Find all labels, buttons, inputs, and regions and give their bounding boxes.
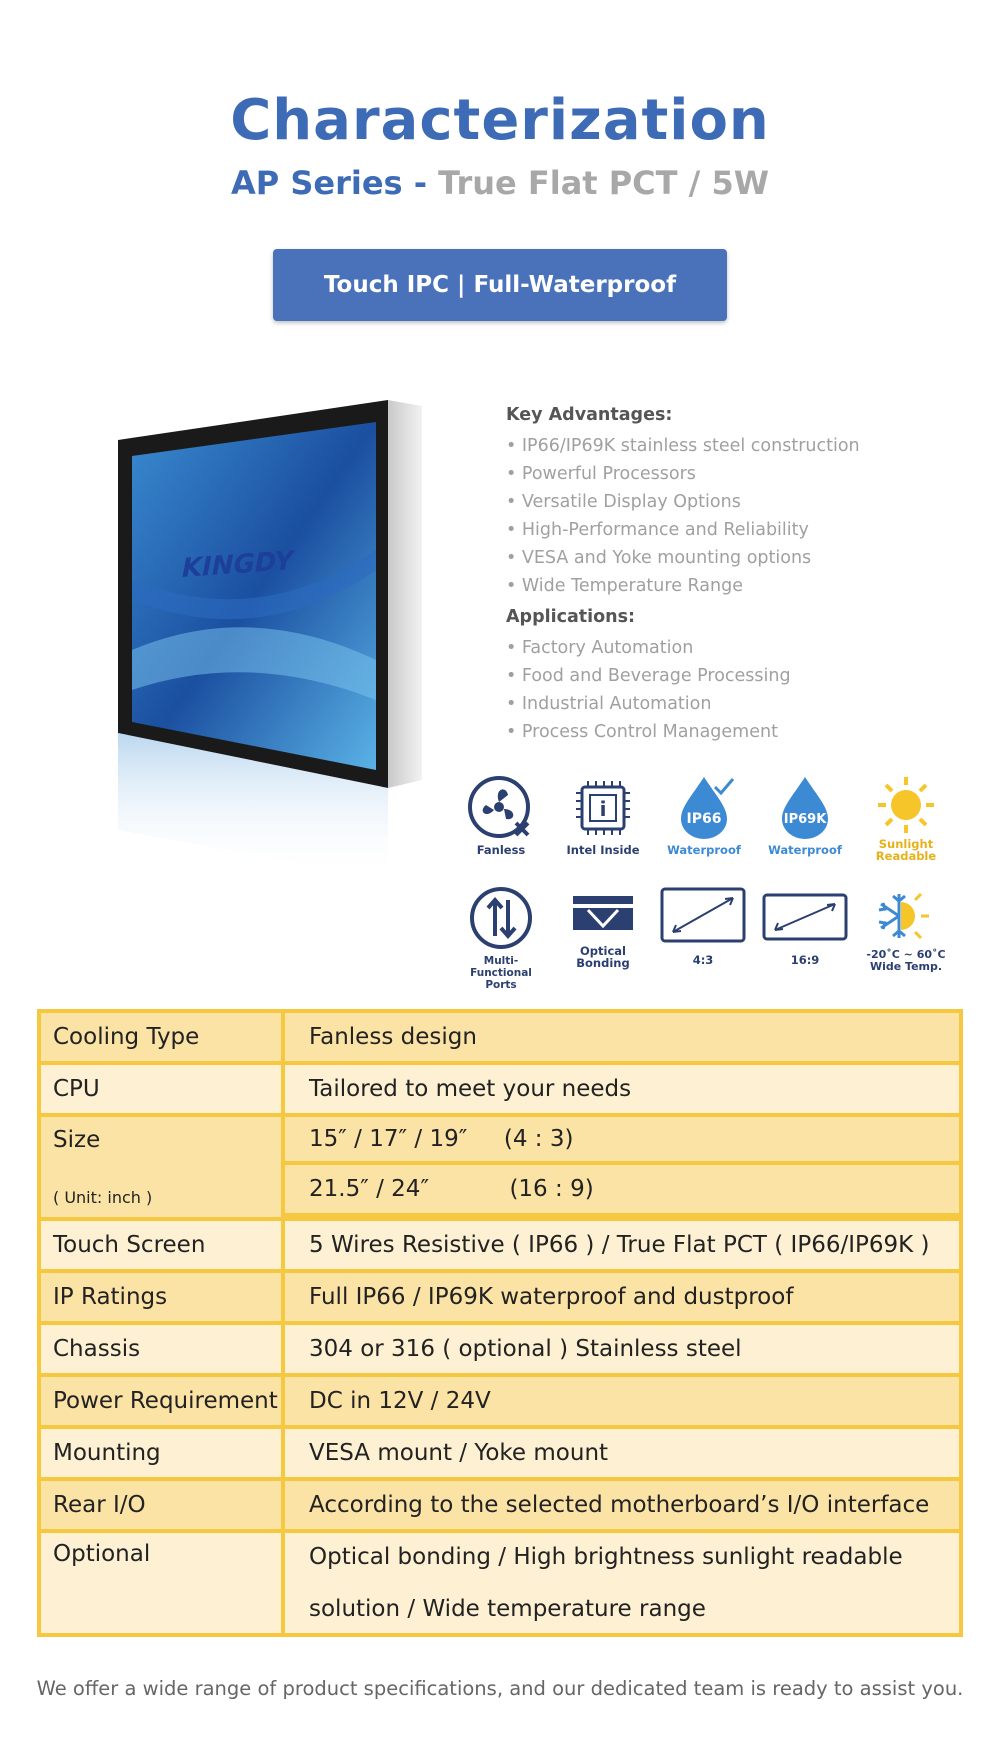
spec-value — [285, 1533, 959, 1633]
feature-optical: Optical Bonding — [555, 886, 651, 969]
advantages-block — [506, 404, 946, 746]
spec-label: Chassis — [41, 1325, 285, 1377]
spec-value: According to the selected motherboard’s I/O interface — [285, 1481, 959, 1533]
aspect-ratio-icon — [659, 886, 747, 944]
list-item: • Process Control Management — [506, 722, 778, 742]
spec-label: Power Requirement — [41, 1377, 285, 1429]
spec-value: DC in 12V / 24V — [285, 1377, 959, 1429]
list-item: • High-Performance and Reliability — [506, 520, 809, 540]
ip66-badge-text: IP66 — [686, 811, 722, 827]
subtitle-model: True Flat PCT / 5W — [438, 164, 770, 202]
table-row — [41, 1429, 959, 1481]
table-row — [41, 1481, 959, 1533]
list-item: • Powerful Processors — [506, 464, 696, 484]
table-row — [41, 1325, 959, 1377]
product-image — [110, 400, 440, 880]
feature-sunlight: Sunlight Readable — [858, 775, 954, 862]
applications-heading: Applications: — [506, 607, 636, 627]
page-subtitle — [0, 164, 1000, 202]
spec-label: IP Ratings — [41, 1273, 285, 1325]
spec-label: CPU — [41, 1065, 285, 1117]
table-row — [41, 1065, 959, 1117]
fan-icon — [466, 775, 536, 841]
size-label: Size — [53, 1127, 101, 1153]
spec-value: Fanless design — [285, 1013, 959, 1065]
feature-wide-temp: -20˚C ~ 60˚C Wide Temp. — [858, 886, 954, 973]
water-drop-icon — [669, 775, 739, 841]
spec-value: Full IP66 / IP69K waterproof and dustproof — [285, 1273, 959, 1325]
spec-label: Cooling Type — [41, 1013, 285, 1065]
ports-icon — [466, 886, 536, 952]
table-row — [41, 1377, 959, 1429]
list-item: • Food and Beverage Processing — [506, 666, 791, 686]
list-item: • VESA and Yoke mounting options — [506, 548, 812, 568]
list-item: • Factory Automation — [506, 638, 694, 658]
chip-icon-letter: i — [599, 797, 607, 821]
spec-value: VESA mount / Yoke mount — [285, 1429, 959, 1481]
spec-label — [41, 1117, 285, 1221]
table-row — [41, 1221, 959, 1273]
list-item: • Industrial Automation — [506, 694, 712, 714]
table-row — [41, 1013, 959, 1065]
spec-value: 21.5″ / 24″ (16 : 9) — [285, 1165, 959, 1213]
optical-bonding-icon — [568, 886, 638, 942]
optional-value-line: solution / Wide temperature range — [309, 1596, 706, 1622]
feature-intel: i Intel Inside — [555, 775, 651, 856]
subtitle-series: AP Series - — [230, 164, 427, 202]
spec-value: 15″ / 17″ / 19″ (4 : 3) — [285, 1117, 959, 1165]
size-values — [285, 1117, 959, 1221]
key-advantages-heading: Key Advantages: — [506, 405, 673, 425]
list-item: • Wide Temperature Range — [506, 576, 743, 596]
spec-value: 304 or 316 ( optional ) Stainless steel — [285, 1325, 959, 1377]
feature-ip66: IP66 Waterproof — [656, 775, 752, 856]
aspect-ratio-icon — [761, 892, 849, 942]
spec-value: Tailored to meet your needs — [285, 1065, 959, 1117]
spec-label: Rear I/O — [41, 1481, 285, 1533]
spec-table — [37, 1009, 963, 1637]
spec-label: Mounting — [41, 1429, 285, 1481]
feature-fanless: Fanless — [453, 775, 549, 856]
water-drop-icon — [770, 775, 840, 841]
spec-value: 5 Wires Resistive ( IP66 ) / True Flat PCT ( IP66/IP69K ) — [285, 1221, 959, 1273]
ip69k-badge-text: IP69K — [783, 812, 827, 827]
temperature-icon — [871, 886, 941, 946]
feature-ports: Multi-Functional Ports — [453, 886, 549, 991]
brand-logo: KINGDY — [182, 546, 294, 584]
page-title: Characterization — [230, 88, 770, 153]
chip-icon — [568, 775, 638, 841]
feature-ratio-4-3: 4:3 — [653, 886, 753, 966]
feature-ratio-16-9: 16:9 — [755, 892, 855, 966]
touch-ipc-button[interactable]: Touch IPC | Full-Waterproof — [273, 249, 727, 321]
feature-ip69k: IP69K Waterproof — [757, 775, 853, 856]
sun-icon — [871, 775, 941, 835]
table-row — [41, 1117, 959, 1221]
list-item: • IP66/IP69K stainless steel construction — [506, 436, 860, 456]
spec-label: Touch Screen — [41, 1221, 285, 1273]
optional-value-line: Optical bonding / High brightness sunlight readable — [309, 1544, 903, 1570]
table-row — [41, 1533, 959, 1633]
footer-note: We offer a wide range of product specifications, and our dedicated team is ready to assist you. — [36, 1677, 964, 1700]
spec-label: Optional — [41, 1533, 285, 1633]
size-unit-label: ( Unit: inch ) — [53, 1188, 153, 1207]
list-item: • Versatile Display Options — [506, 492, 741, 512]
table-row — [41, 1273, 959, 1325]
